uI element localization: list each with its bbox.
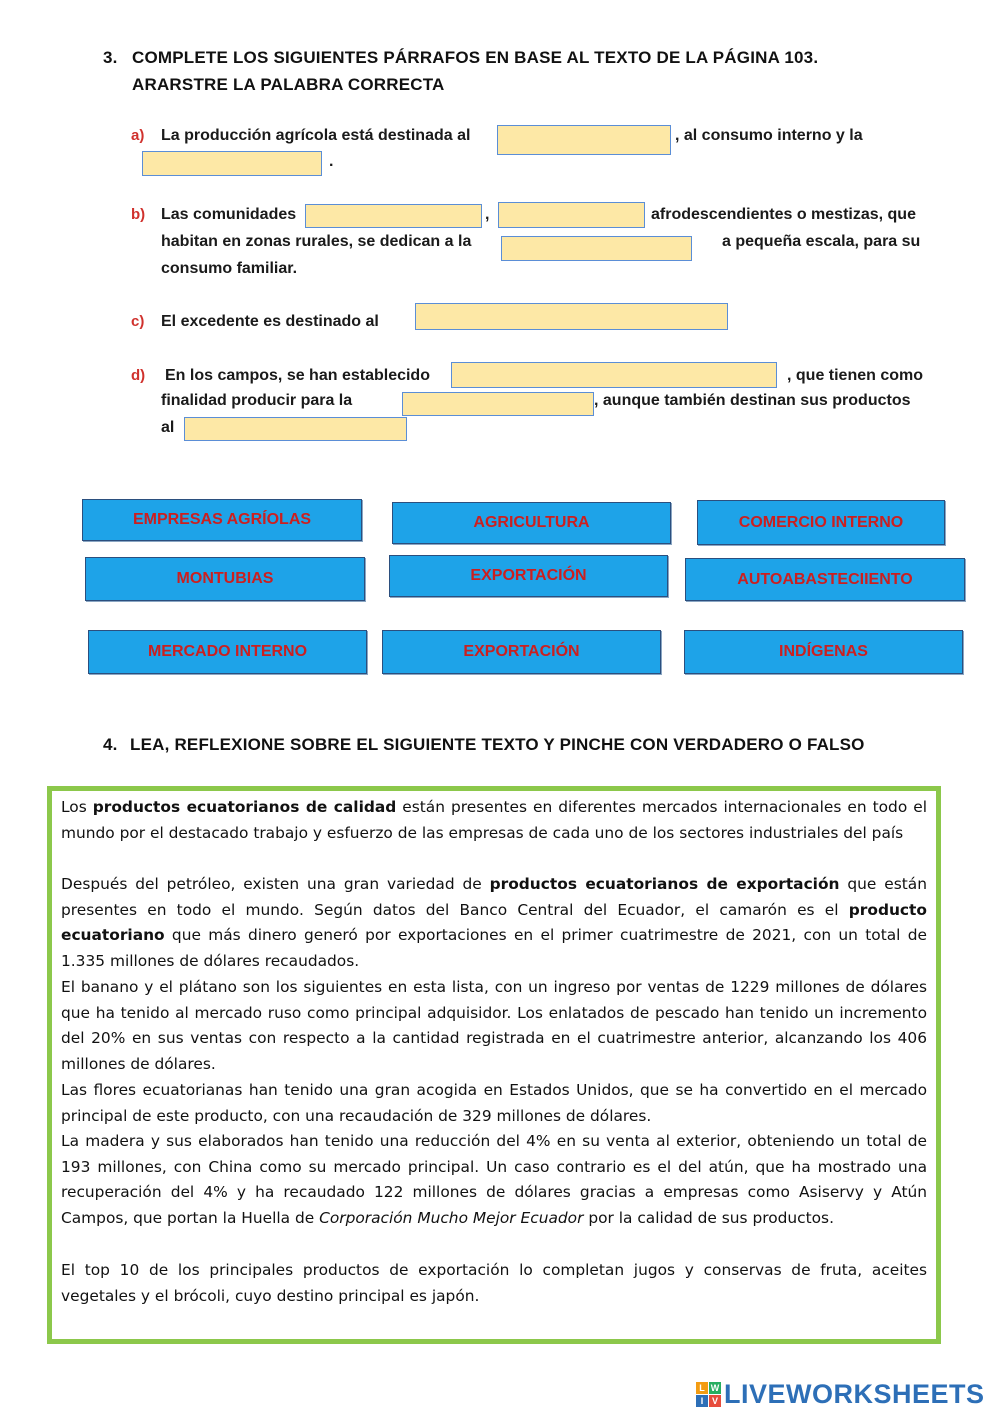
drop-blank-a1[interactable] xyxy=(497,125,671,155)
q4-title: LEA, REFLEXIONE SOBRE EL SIGUIENTE TEXTO Y PINCHE CON VERDADERO O FALSO xyxy=(130,735,865,754)
liveworksheets-logo xyxy=(696,1377,985,1411)
word-chip-indigenas[interactable]: INDÍGENAS xyxy=(684,630,963,674)
word-chip-exportacion-2[interactable]: EXPORTACIÓN xyxy=(382,630,661,674)
liveworksheets-logo-icon: L W I V xyxy=(696,1382,721,1407)
reading-paragraph-2: Después del petróleo, existen una gran variedad de productos ecuatorianos de exportación que están presentes en todo el mundo. Según datos del Banco Central del Ecuador, el camarón es el producto ecuatoriano que más dinero generó por exportaciones en el primer cuatrimestre de 2021, con un total de 1.335 millones de dólares recaudados. xyxy=(61,875,927,970)
item-c-letter: c) xyxy=(131,313,145,330)
item-a-text-1: La producción agrícola está destinada al xyxy=(161,127,471,144)
item-b-text-4: habitan en zonas rurales, se dedican a la xyxy=(161,233,472,250)
word-chip-autoabastecimiento[interactable]: AUTOABASTECIIENTO xyxy=(685,558,965,601)
drop-blank-b1[interactable] xyxy=(305,204,482,228)
item-d-text-1: En los campos, se han establecido xyxy=(165,367,430,384)
item-b-text-2: , xyxy=(485,206,490,223)
item-a-letter: a) xyxy=(131,127,145,144)
word-chip-comercio-interno[interactable]: COMERCIO INTERNO xyxy=(697,500,945,545)
item-d-text-2: , que tienen como xyxy=(787,367,924,384)
reading-paragraph-6: El top 10 de los principales productos de exportación lo completan jugos y conservas de fruta, aceites vegetales y el brócoli, cuyo destino principal es japón. xyxy=(61,1261,927,1305)
drop-blank-d2[interactable] xyxy=(402,392,594,416)
item-b-text-5: a pequeña escala, para su xyxy=(722,233,921,250)
word-chip-exportacion-1[interactable]: EXPORTACIÓN xyxy=(389,555,668,597)
word-chip-empresas-agricolas[interactable]: EMPRESAS AGRÍOLAS xyxy=(82,499,362,541)
q3-title-line1: COMPLETE LOS SIGUIENTES PÁRRAFOS EN BASE AL TEXTO DE LA PÁGINA 103. xyxy=(132,48,819,67)
item-a-text-2: , al consumo interno y la xyxy=(675,127,863,144)
drop-blank-c1[interactable] xyxy=(415,303,728,330)
reading-paragraph-5: La madera y sus elaborados han tenido una reducción del 4% en su venta al exterior, obteniendo un total de 193 millones, con China como su mercado principal. Un caso contrario es el del atún, que ha mostrado una recuperación del 4% y ha recaudado 122 millones de dólares gracias a empresas como Asiservy y Atún Campos, que portan la Huella de Corporación Mucho Mejor Ecuador por la calidad de sus productos. xyxy=(61,1132,927,1227)
item-b-text-6: consumo familiar. xyxy=(161,260,298,277)
drop-blank-a2[interactable] xyxy=(142,151,322,176)
reading-paragraph-1: Los productos ecuatorianos de calidad están presentes en diferentes mercados internacionales en todo el mundo por el destacado trabajo y esfuerzo de las empresas de cada uno de los sectores industriales del país xyxy=(61,798,927,842)
word-chip-agricultura[interactable]: AGRICULTURA xyxy=(392,502,671,544)
word-chip-mercado-interno[interactable]: MERCADO INTERNO xyxy=(88,630,367,674)
item-a-text-3: . xyxy=(329,153,334,170)
drop-blank-b2[interactable] xyxy=(498,202,645,228)
item-c-text-1: El excedente es destinado al xyxy=(161,313,379,330)
item-d-letter: d) xyxy=(131,367,146,384)
q3-title-line2: ARARSTRE LA PALABRA CORRECTA xyxy=(132,75,445,94)
word-chip-montubias[interactable]: MONTUBIAS xyxy=(85,557,365,601)
item-d-text-5: al xyxy=(161,419,175,436)
item-d-text-4: , aunque también destinan sus productos xyxy=(594,392,911,409)
item-b-letter: b) xyxy=(131,206,146,223)
reading-paragraph-3: El banano y el plátano son los siguientes en esta lista, con un ingreso por ventas de 1229 millones de dólares que ha tenido al mercado ruso como principal adquisidor. Los enlatados de pescado han tenido un incremento del 20% en sus ventas con respecto a la cantidad registrada en el cuatrimestre anterior, alcanzando los 406 millones de dólares. xyxy=(61,978,927,1073)
drop-blank-b3[interactable] xyxy=(501,236,692,261)
item-b-text-3: afrodescendientes o mestizas, que xyxy=(651,206,916,223)
drop-blank-d3[interactable] xyxy=(184,417,407,441)
reading-paragraph-4: Las flores ecuatorianas han tenido una gran acogida en Estados Unidos, que se ha convertido en el mercado principal de este producto, con una recaudación de 329 millones de dólares. xyxy=(61,1081,927,1125)
drop-blank-d1[interactable] xyxy=(451,362,777,388)
q4-number: 4. xyxy=(103,735,118,754)
item-b-text-1: Las comunidades xyxy=(161,206,297,223)
item-d-text-3: finalidad producir para la xyxy=(161,392,353,409)
liveworksheets-logo-text: LIVEWORKSHEETS xyxy=(724,1378,985,1409)
q3-number: 3. xyxy=(103,48,118,67)
